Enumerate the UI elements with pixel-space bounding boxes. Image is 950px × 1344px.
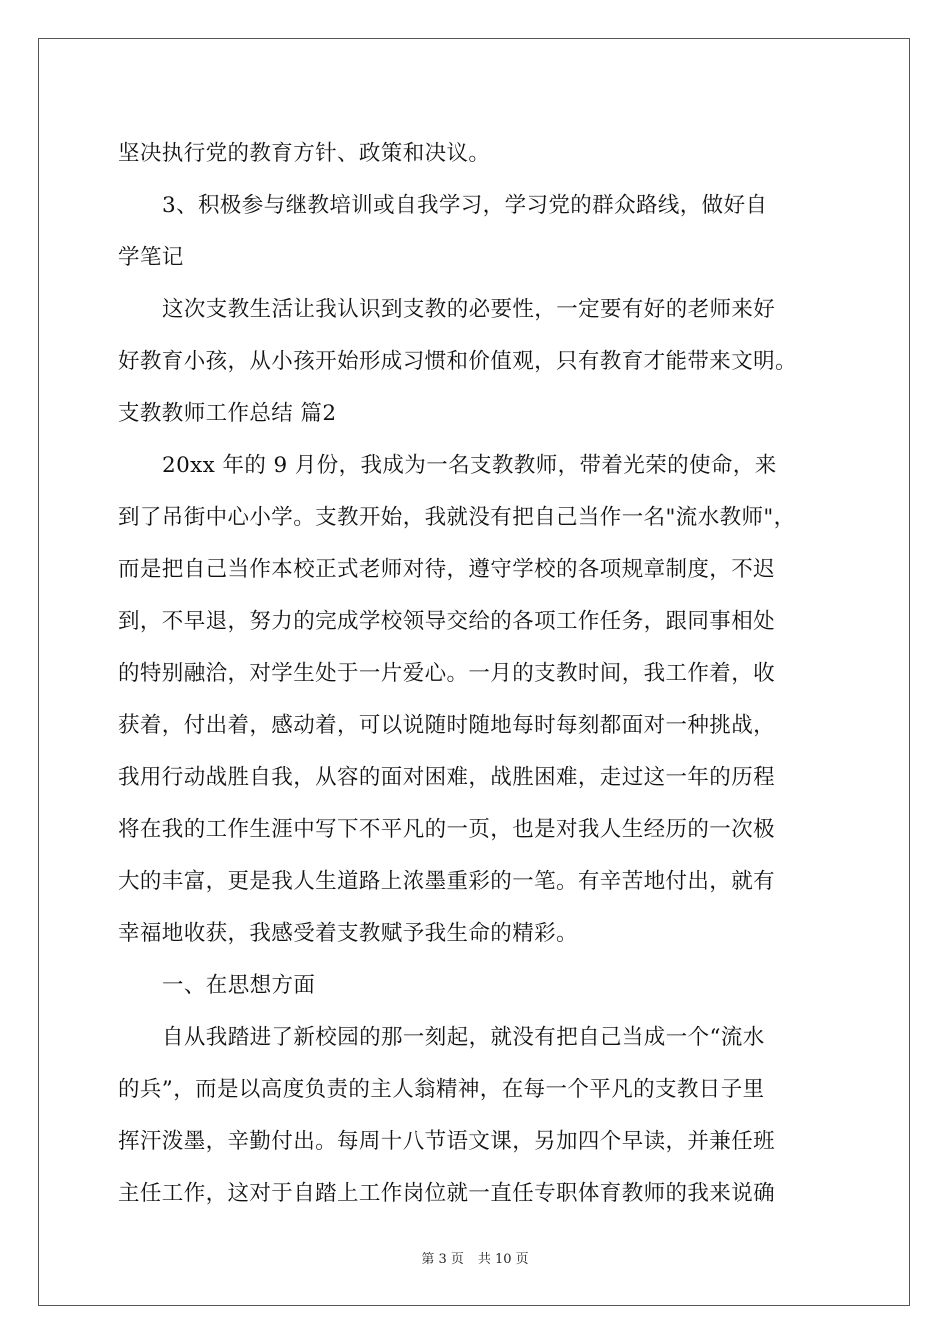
text-line-4: 这次支教生活让我认识到支教的必要性，一定要有好的老师来好	[162, 297, 776, 322]
text-line-12: 获着，付出着，感动着，可以说随时随地每时每刻都面对一种挑战，	[118, 713, 776, 738]
text-line-18: 自从我踏进了新校园的那一刻起，就没有把自己当成一个“流水	[162, 1025, 765, 1050]
text-line-2: 3、积极参与继教培训或自我学习，学习党的群众路线，做好自	[162, 193, 768, 218]
document-body	[118, 128, 840, 1220]
text-line-7: 20xx 年的 9 月份，我成为一名支教教师，带着光荣的使命，来	[162, 453, 777, 478]
page-total: 共 10 页	[477, 1252, 529, 1267]
text-line-19: 的兵”，而是以高度负责的主人翁精神，在每一个平凡的支教日子里	[118, 1077, 765, 1102]
text-line-5: 好教育小孩，从小孩开始形成习惯和价值观，只有教育才能带来文明。	[118, 349, 797, 374]
text-line-8: 到了吊街中心小学。支教开始，我就没有把自己当作一名"流水教师"，	[118, 505, 796, 530]
page-number: 第 3 页	[421, 1252, 464, 1267]
text-line-10: 到，不早退，努力的完成学校领导交给的各项工作任务，跟同事相处	[118, 609, 776, 634]
text-line-16: 幸福地收获，我感受着支教赋予我生命的精彩。	[118, 921, 578, 946]
subsection-heading: 一、在思想方面	[162, 973, 316, 998]
section-heading: 支教教师工作总结 篇2	[118, 401, 337, 426]
text-line-21: 主任工作，这对于自踏上工作岗位就一直任专职体育教师的我来说确	[118, 1181, 776, 1206]
text-line-14: 将在我的工作生涯中写下不平凡的一页，也是对我人生经历的一次极	[118, 817, 776, 842]
text-line-15: 大的丰富，更是我人生道路上浓墨重彩的一笔。有辛苦地付出，就有	[118, 869, 776, 894]
text-line-1: 坚决执行党的教育方针、政策和决议。	[118, 141, 491, 166]
text-line-9: 而是把自己当作本校正式老师对待，遵守学校的各项规章制度，不迟	[118, 557, 776, 582]
text-line-11: 的特别融洽，对学生处于一片爱心。一月的支教时间，我工作着，收	[118, 661, 776, 686]
text-line-20: 挥汗泼墨，辛勤付出。每周十八节语文课，另加四个早读，并兼任班	[118, 1129, 776, 1154]
text-line-13: 我用行动战胜自我，从容的面对困难，战胜困难，走过这一年的历程	[118, 765, 776, 790]
page-footer	[0, 1248, 950, 1267]
text-line-3: 学笔记	[118, 245, 184, 270]
